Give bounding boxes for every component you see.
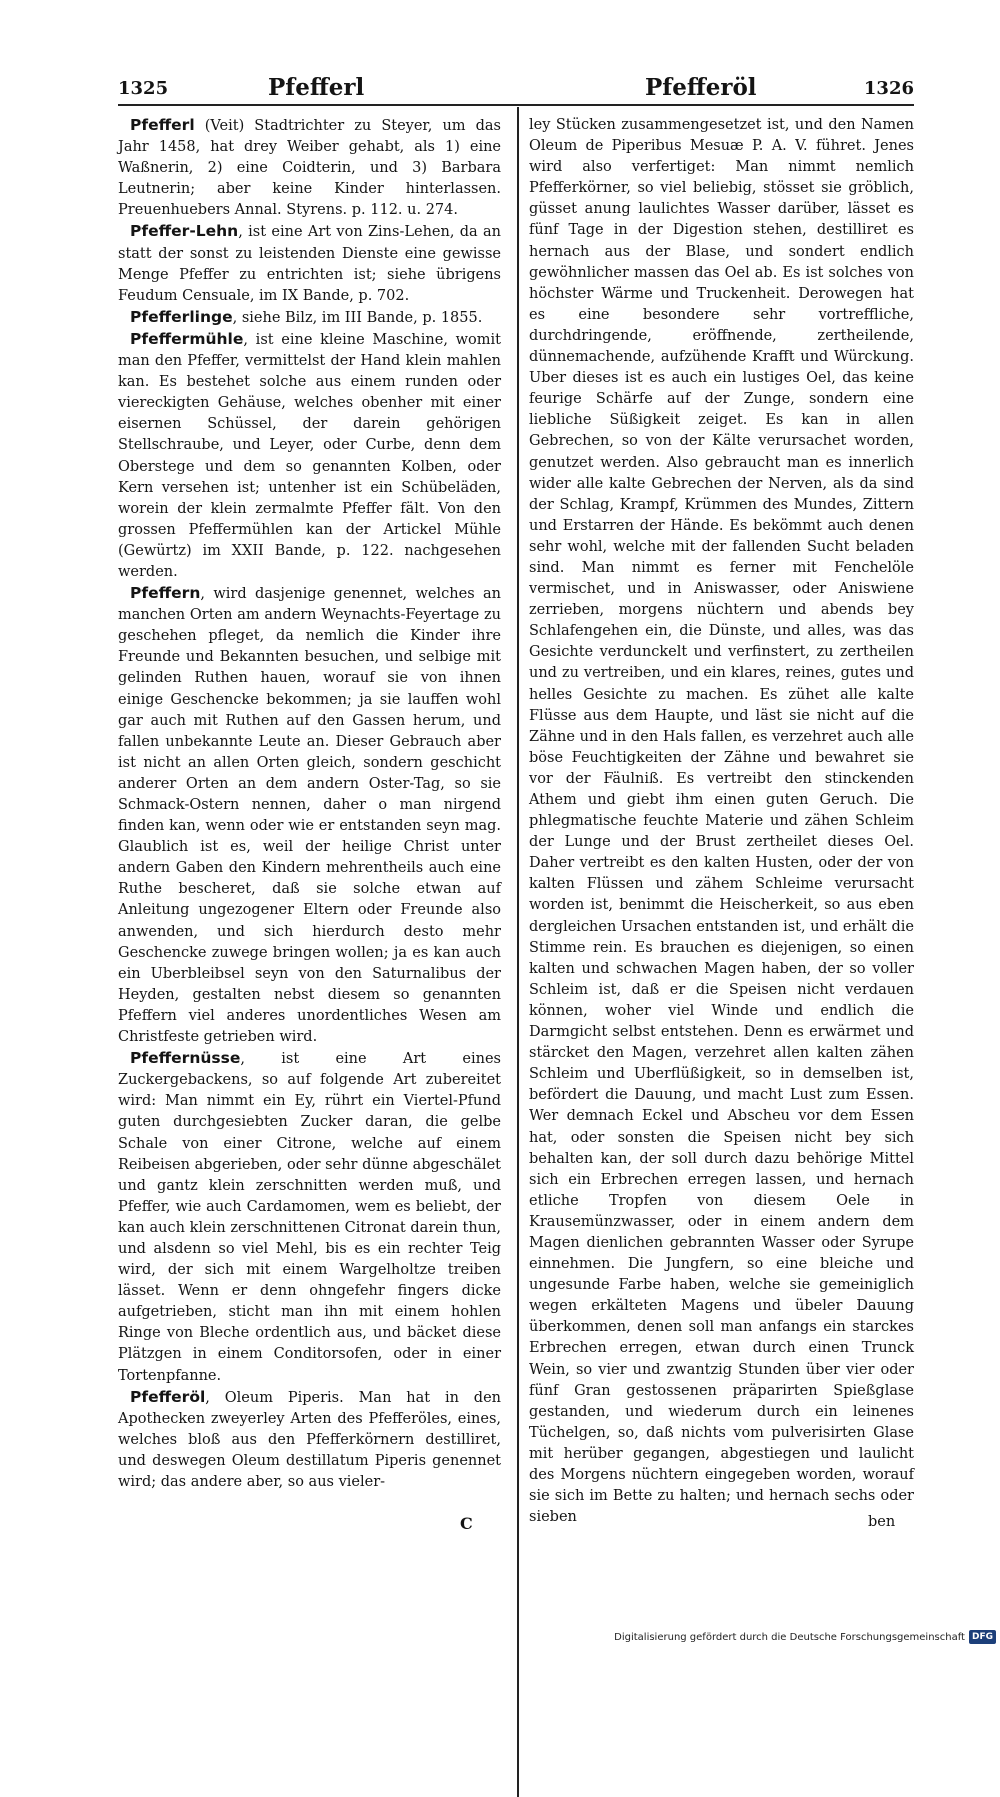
entry-lemma: Pfeffer-Lehn [130, 222, 239, 241]
entry-text: , ist eine Art von Zins-Lehen, da an statt der sonst zu leistenden Dienste eine gewisse Menge Pfeffer zu entrichten ist; siehe übrigens Feudum Censuale, im IX Bande, p. 702. [118, 224, 501, 304]
entry-text: , ist eine Art eines Zuckergebackens, so auf folgende Art zubereitet wird: Man nimmt ein Ey, rührt ein Viertel-Pfund guten durchgesiebten Zucker daran, die gelbe Schale von einer Citrone, welche auf einem Reibeisen abgerieben, oder sehr dünne abgeschälet und gantz klein zerschnitten werden muß, und Pfeffer, wie auch Cardamomen, wem es beliebt, der kan auch klein zerschnittenen Citronat darein thun, und alsdenn so viel Mehl, bis es ein rechter Teig wird, der sich mit einem Wargelholtze treiben lässet. Wenn er denn ohngefehr fingers dicke aufgetrieben, sticht man ihn mit einem hohlen Ringe von Bleche ordentlich aus, und bäcket diese Plätzgen in einem Conditorsofen, oder in einer Tortenpfanne. [118, 1051, 501, 1384]
entry-pfefferl [118, 115, 501, 221]
running-header [118, 76, 914, 106]
entry-lemma: Pfefferlinge [130, 307, 233, 326]
entry-text: , Oleum Piperis. Man hat in den Apothecken zweyerley Arten des Pfefferöles, eines, welches bloß aus den Pfefferkörnern destilliret, und deswegen Oleum destillatum Piperis genennet wird; das andere aber, so aus vieler- [118, 1389, 501, 1490]
column-divider [517, 107, 519, 1797]
signature-mark: C [460, 1514, 473, 1533]
entry-pfeffernuesse [118, 1048, 501, 1387]
entry-pfeffern [118, 583, 501, 1048]
entry-lemma: Pfeffernüsse [130, 1049, 241, 1068]
entry-pfeffer-lehn [118, 221, 501, 306]
entry-text: , ist eine kleine Maschine, womit man den Pfeffer, vermittelst der Hand klein mahlen kan. Es bestehet solche aus einem runden oder viereckigten Gehäuse, welches obenher mit einer eisernen Schüssel, der darein gehörigen Stellschraube, und Leyer, oder Curbe, denn dem Oberstege und dem so genannten Kolben, oder Kern versehen ist; untenher ist ein Schübeläden, worein der klein zermalmte Pfeffer fält. Von den grossen Pfeffermühlen kan der Artickel Mühle (Gewürtz) im XXII Bande, p. 122. nachgesehen werden. [118, 331, 501, 580]
header-keyword-left: Pfefferl [268, 74, 365, 101]
entry-lemma: Pfeffern [130, 584, 201, 603]
entry-continuation: ley Stücken zusammengesetzet ist, und den Namen Oleum de Piperibus Mesuæ P. A. V. führet. Jenes wird also verfertiget: Man nimmt nemlich Pfefferkörner, so viel beliebig, stösset sie gröblich, güsset anung laulichtes Wasser darüber, lässet es fünf Tage in der Digestion stehen, destilliret es hernach aus der Blase, und sondert endlich gewöhnlicher massen das Oel ab. Es ist solches von höchster Wärme und Truckenheit. Derowegen hat es eine besondere sehr vortreffliche, durchdringende, eröffnende, zertheilende, dünnemachende, aufzühende Krafft und Würckung. Uber dieses ist es auch ein lustiges Oel, das keine feurige Schärfe auf der Zunge, sondern eine liebliche Süßigkeit zeiget. Es kan in allen Gebrechen, so von der Kälte verursachet worden, genutzet werden. Also gebraucht man es innerlich wider alle kalte Gebrechen der Nerven, als da sind der Schlag, Krampf, Krümmen des Mundes, Zittern und Erstarren der Hände. Es bekömmt auch denen sehr wohl, welche mit der fallenden Sucht beladen sind. Man nimmt es ferner mit Fenchelöle vermischet, und in Aniswasser, oder Aniswiene zerrieben, morgens nüchtern und abends bey Schlafengehen ein, die Dünste, und alles, was das Gesichte verdunckelt und verfinstert, zu zertheilen und zu vertreiben, und ein klares, reines, gutes und helles Gesichte zu machen. Es zühet alle kalte Flüsse aus dem Haupte, und läst sie nicht auf die Zähne und in den Hals fallen, es verzehret auch alle böse Feuchtigkeiten der Zähne und bewahret sie vor der Fäulniß. Es vertreibt den stinckenden Athem und giebt ihm einen guten Geruch. Die phlegmatische feuchte Materie und zähen Schleim der Lunge und der Brust zertheilet dieses Oel. Daher vertreibt es den kalten Husten, oder der von kalten Flüssen und zähem Schleime verursacht worden ist, benimmt die Heischerkeit, so aus eben dergleichen Ursachen entstanden ist, und erhält die Stimme rein. Es brauchen es diejenigen, so einen kalten und schwachen Magen haben, der so voller Schleim ist, daß er die Speisen nicht verdauen können, woher viel Winde und endlich die Darmgicht selbst entstehen. Denn es erwärmet und stärcket den Magen, verzehret allen kalten zähen Schleim und Uberflüßigkeit, so in demselben ist, befördert die Dauung, und macht Lust zum Essen. Wer demnach Eckel und Abscheu vor dem Essen hat, oder sonsten die Speisen nicht bey sich behalten kan, der soll durch dazu behörige Mittel sich ein Erbrechen erregen lassen, und hernach etliche Tropfen von diesem Oele in Krausemünzwasser, oder in einem andern dem Magen dienlichen gebrannten Wasser oder Syrupe einnehmen. Die Jungfern, so eine bleiche und ungesunde Farbe haben, welche sie gemeiniglich wegen erkälteten Magens und übeler Dauung überkommen, denen soll man anfangs ein starckes Erbrechen erregen, etwan durch einen Trunck Wein, so vier und zwantzig Stunden über vier oder fünf Gran gestossenen präparirten Spießglase gestanden, und wiederum durch ein leinenes Tüchelgen, so, daß nichts vom pulverisirten Glase mit herüber gegangen, abgestiegen und laulicht des Morgens nüchtern eingegeben worden, worauf sie sich im Bette zu halten; und hernach sechs oder sieben [529, 117, 914, 1526]
page-number-right: 1326 [863, 78, 914, 99]
digitization-credit [568, 1627, 1000, 1647]
entry-pfefferlinge [118, 307, 501, 329]
catchword: ben [868, 1514, 896, 1530]
dfg-credit-text: Digitalisierung gefördert durch die Deutsche Forschungsgemeinschaft [614, 1631, 965, 1643]
right-column [529, 115, 914, 1528]
entry-lemma: Pfeffermühle [130, 329, 244, 348]
entry-lemma: Pfefferöl [130, 1387, 206, 1406]
left-column [118, 115, 501, 1493]
entry-pfeffermuehle [118, 329, 501, 583]
page-number-left: 1325 [118, 78, 169, 99]
entry-text: , wird dasjenige genennet, welches an manchen Orten am andern Weynachts-Feyertage zu geschehen pfleget, da nemlich die Kinder ihre Freunde und Bekannten besuchen, und selbige mit gelinden Ruthen hauen, worauf sie von ihnen einige Geschencke bekommen; ja sie lauffen wohl gar auch mit Ruthen auf den Gassen herum, und fallen unbekannte Leute an. Dieser Gebrauch aber ist nicht an allen Orten gleich, sondern geschicht anderer Orten an dem andern Oster-Tag, so sie Schmack-Ostern nennen, daher o man nirgend finden kan, wenn oder wie er entstanden seyn mag. Glaublich ist es, weil der heilige Christ unter andern Gaben den Kindern mehrentheils auch eine Ruthe bescheret, daß sie solche etwan auf Anleitung ungezogener Eltern oder Freunde also anwenden, und sich hierdurch desto mehr Geschencke zuwege bringen wollen; ja es kan auch ein Uberbleibsel seyn von den Saturnalibus der Heyden, gestalten nebst diesem so genannten Pfeffern viel anderes unordentliches Wesen am Christfeste getrieben wird. [118, 586, 501, 1046]
entry-text: , siehe Bilz, im III Bande, p. 1855. [232, 309, 483, 326]
header-keyword-right: Pfefferöl [645, 74, 757, 101]
entry-lemma: Pfefferl [130, 116, 195, 134]
entry-text: (Veit) Stadtrichter zu Steyer, um das Jahr 1458, hat drey Weiber gehabt, als 1) eine Waßnerin, 2) eine Coidterin, und 3) Barbara Leutnerin; aber keine Kinder hinterlassen. Preuenhuebers Annal. Styrens. p. 112. u. 274. [118, 118, 501, 219]
header-rule [118, 104, 914, 106]
entry-pfefferoel [118, 1387, 501, 1493]
dfg-logo-icon: DFG [969, 1630, 996, 1644]
